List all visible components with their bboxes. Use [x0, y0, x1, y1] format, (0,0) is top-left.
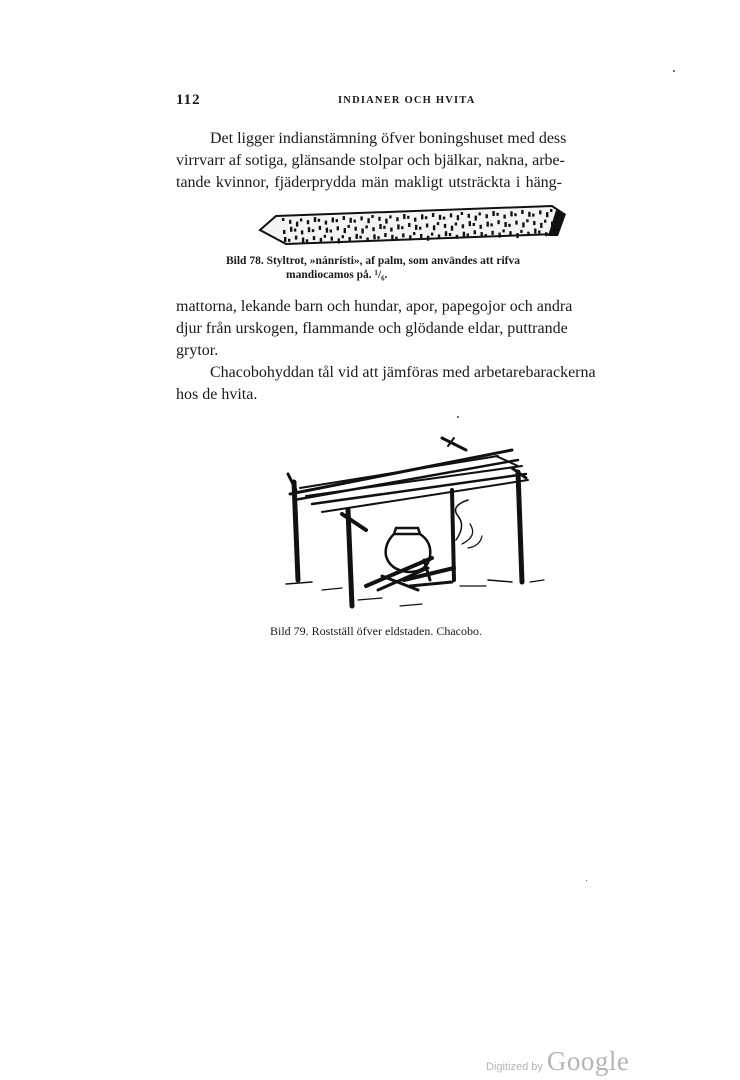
print-speck [673, 70, 675, 72]
text-line: tande kvinnor, fjäderprydda män makligt utsträckta i häng- [176, 174, 562, 191]
paragraph-1 [176, 128, 567, 194]
google-brand: Google [546, 1046, 630, 1076]
page-header [176, 92, 556, 114]
figure-78-caption [226, 254, 600, 282]
paragraph-3 [176, 362, 596, 406]
text-line: djur från urskogen, flammande och glödande eldar, puttrande [176, 320, 568, 337]
text-line: Chacobohyddan tål vid att jämföras med arbetarebarackerna [210, 364, 596, 381]
caption-line: Bild 78. Styltrot, »nánrísti», af palm, som användes att rifva [226, 255, 521, 267]
digitized-label: Digitized by [486, 1061, 543, 1073]
page-number: 112 [176, 92, 201, 108]
caption-line: mandiocamos på. ¹/₆. [286, 269, 388, 281]
figure-79-caption: Bild 79. Rostställ öfver eldstaden. Chacobo. [270, 624, 482, 638]
digitized-by-google-watermark [486, 1046, 629, 1077]
print-speck [457, 416, 459, 418]
text-line: hos de hvita. [176, 386, 258, 403]
text-line: virrvarr af sotiga, glänsande stolpar och bjälkar, nakna, arbe- [176, 152, 565, 169]
figure-78-stilt-root-grater [256, 200, 572, 248]
print-speck [586, 880, 587, 881]
running-title: INDIANER OCH HVITA [338, 95, 476, 106]
paragraph-2 [176, 296, 573, 362]
text-line: Det ligger indianstämning öfver boningshuset med dess [210, 130, 567, 147]
figure-79-roasting-rack-over-hearth [282, 430, 552, 614]
text-line: grytor. [176, 342, 219, 359]
text-line: mattorna, lekande barn och hundar, apor, papegojor och andra [176, 298, 573, 315]
